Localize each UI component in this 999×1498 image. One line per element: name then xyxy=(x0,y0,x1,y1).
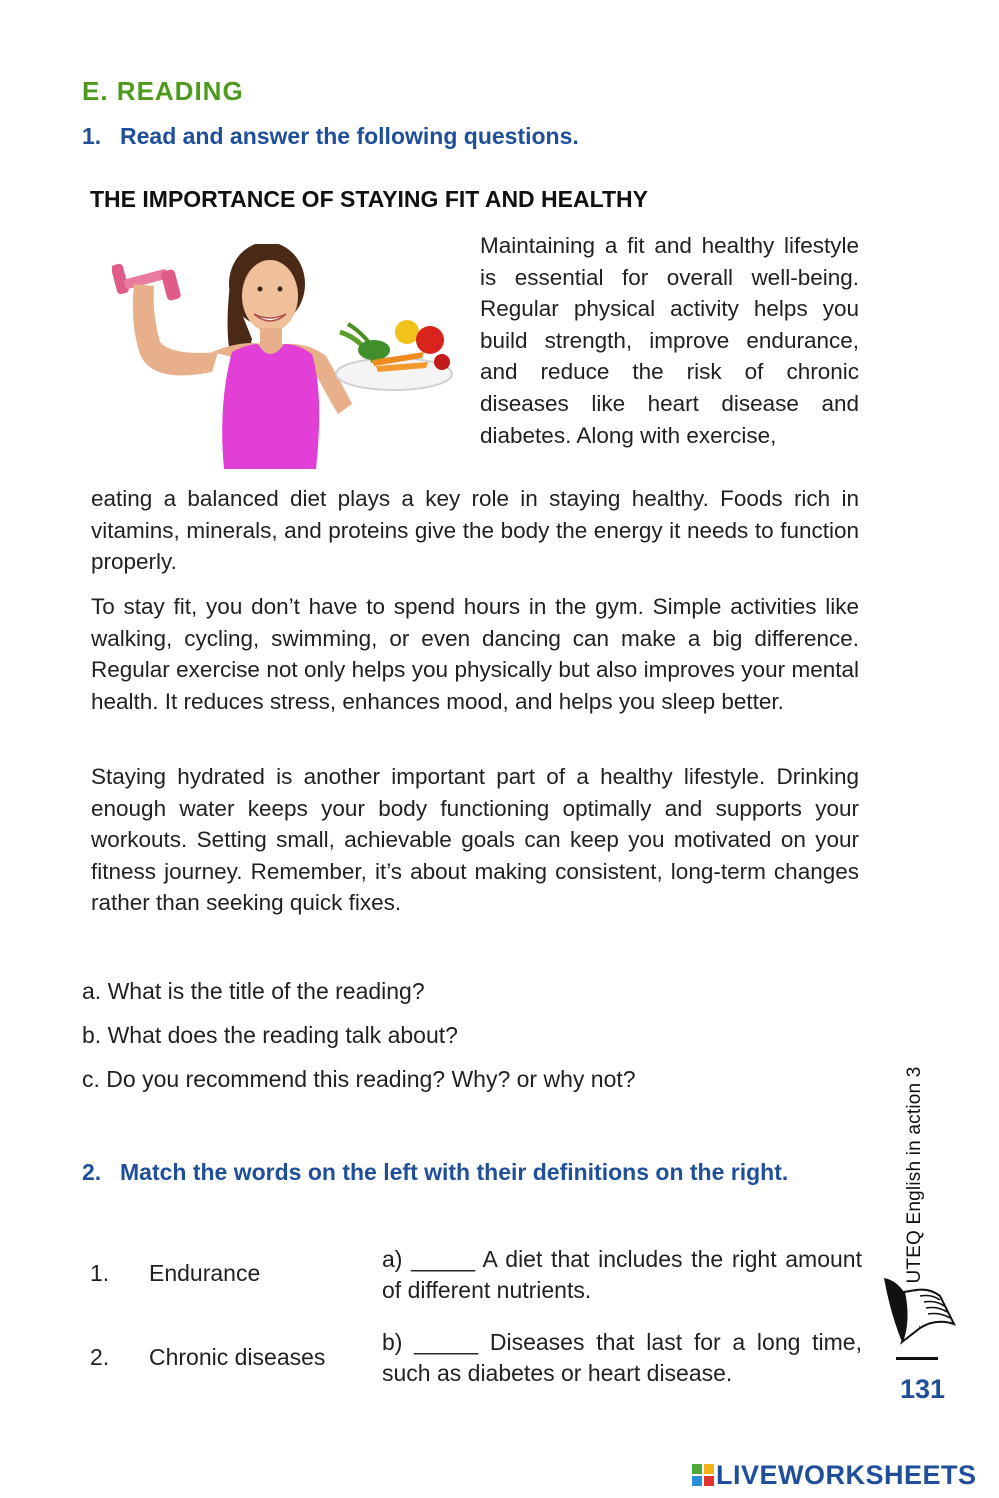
book-icon xyxy=(880,1272,958,1346)
reading-title: THE IMPORTANCE OF STAYING FIT AND HEALTHY xyxy=(90,186,648,212)
matching-word: Endurance xyxy=(149,1260,261,1286)
question-1-number: 1. xyxy=(82,123,102,149)
question-1-text: Read and answer the following questions. xyxy=(120,123,579,149)
liveworksheets-logo-icon xyxy=(692,1464,714,1486)
liveworksheets-logo xyxy=(692,1460,992,1490)
comprehension-question-c: c. Do you recommend this reading? Why? or why not? xyxy=(82,1066,636,1092)
comprehension-question-a: a. What is the title of the reading? xyxy=(82,978,425,1004)
matching-word: Chronic diseases xyxy=(149,1344,326,1370)
matching-definition[interactable]: b) _____ Diseases that last for a long time, such as diabetes or heart disease. xyxy=(382,1329,862,1386)
matching-definition[interactable]: a) _____ A diet that includes the right amount of different nutrients. xyxy=(382,1246,862,1303)
reading-paragraph-1-top: Maintaining a fit and healthy lifestyle is essential for overall well-being. Regular physical activity helps you build strength, improve endurance, and reduce the risk of chronic diseases like heart disease and diabetes. Along with exercise, xyxy=(480,233,859,448)
section-heading: E. READING xyxy=(82,76,244,106)
question-2-text: Match the words on the left with their definitions on the right. xyxy=(120,1159,789,1185)
reading-paragraph-1-continued: eating a balanced diet plays a key role in staying healthy. Foods rich in vitamins, minerals, and proteins give the body the energy it needs to function properly. xyxy=(91,486,859,575)
question-2-number: 2. xyxy=(82,1159,102,1185)
page-number: 131 xyxy=(900,1374,946,1404)
woman-exercise-illustration xyxy=(112,244,462,469)
matching-number: 1. xyxy=(90,1260,110,1286)
liveworksheets-wordmark: LIVEWORKSHEETS xyxy=(716,1460,977,1490)
reading-paragraph-2: To stay fit, you don’t have to spend hours in the gym. Simple activities like walking, cycling, swimming, or even dancing can make a big difference. Regular exercise not only helps you physically but also improves your mental health. It reduces stress, enhances mood, and helps you sleep better. xyxy=(91,594,859,714)
page-number-divider xyxy=(896,1357,938,1360)
comprehension-question-b: b. What does the reading talk about? xyxy=(82,1022,458,1048)
reading-paragraph-3: Staying hydrated is another important part of a healthy lifestyle. Drinking enough water keeps your body functioning optimally and supports your workouts. Setting small, achievable goals can keep you motivated on your fitness journey. Remember, it’s about making consistent, long-term changes rather than seeking quick fixes. xyxy=(91,764,859,916)
book-title-vertical: UTEQ English in action 3 xyxy=(904,1066,925,1284)
comprehension-questions xyxy=(82,978,636,1110)
matching-number: 2. xyxy=(90,1344,110,1370)
